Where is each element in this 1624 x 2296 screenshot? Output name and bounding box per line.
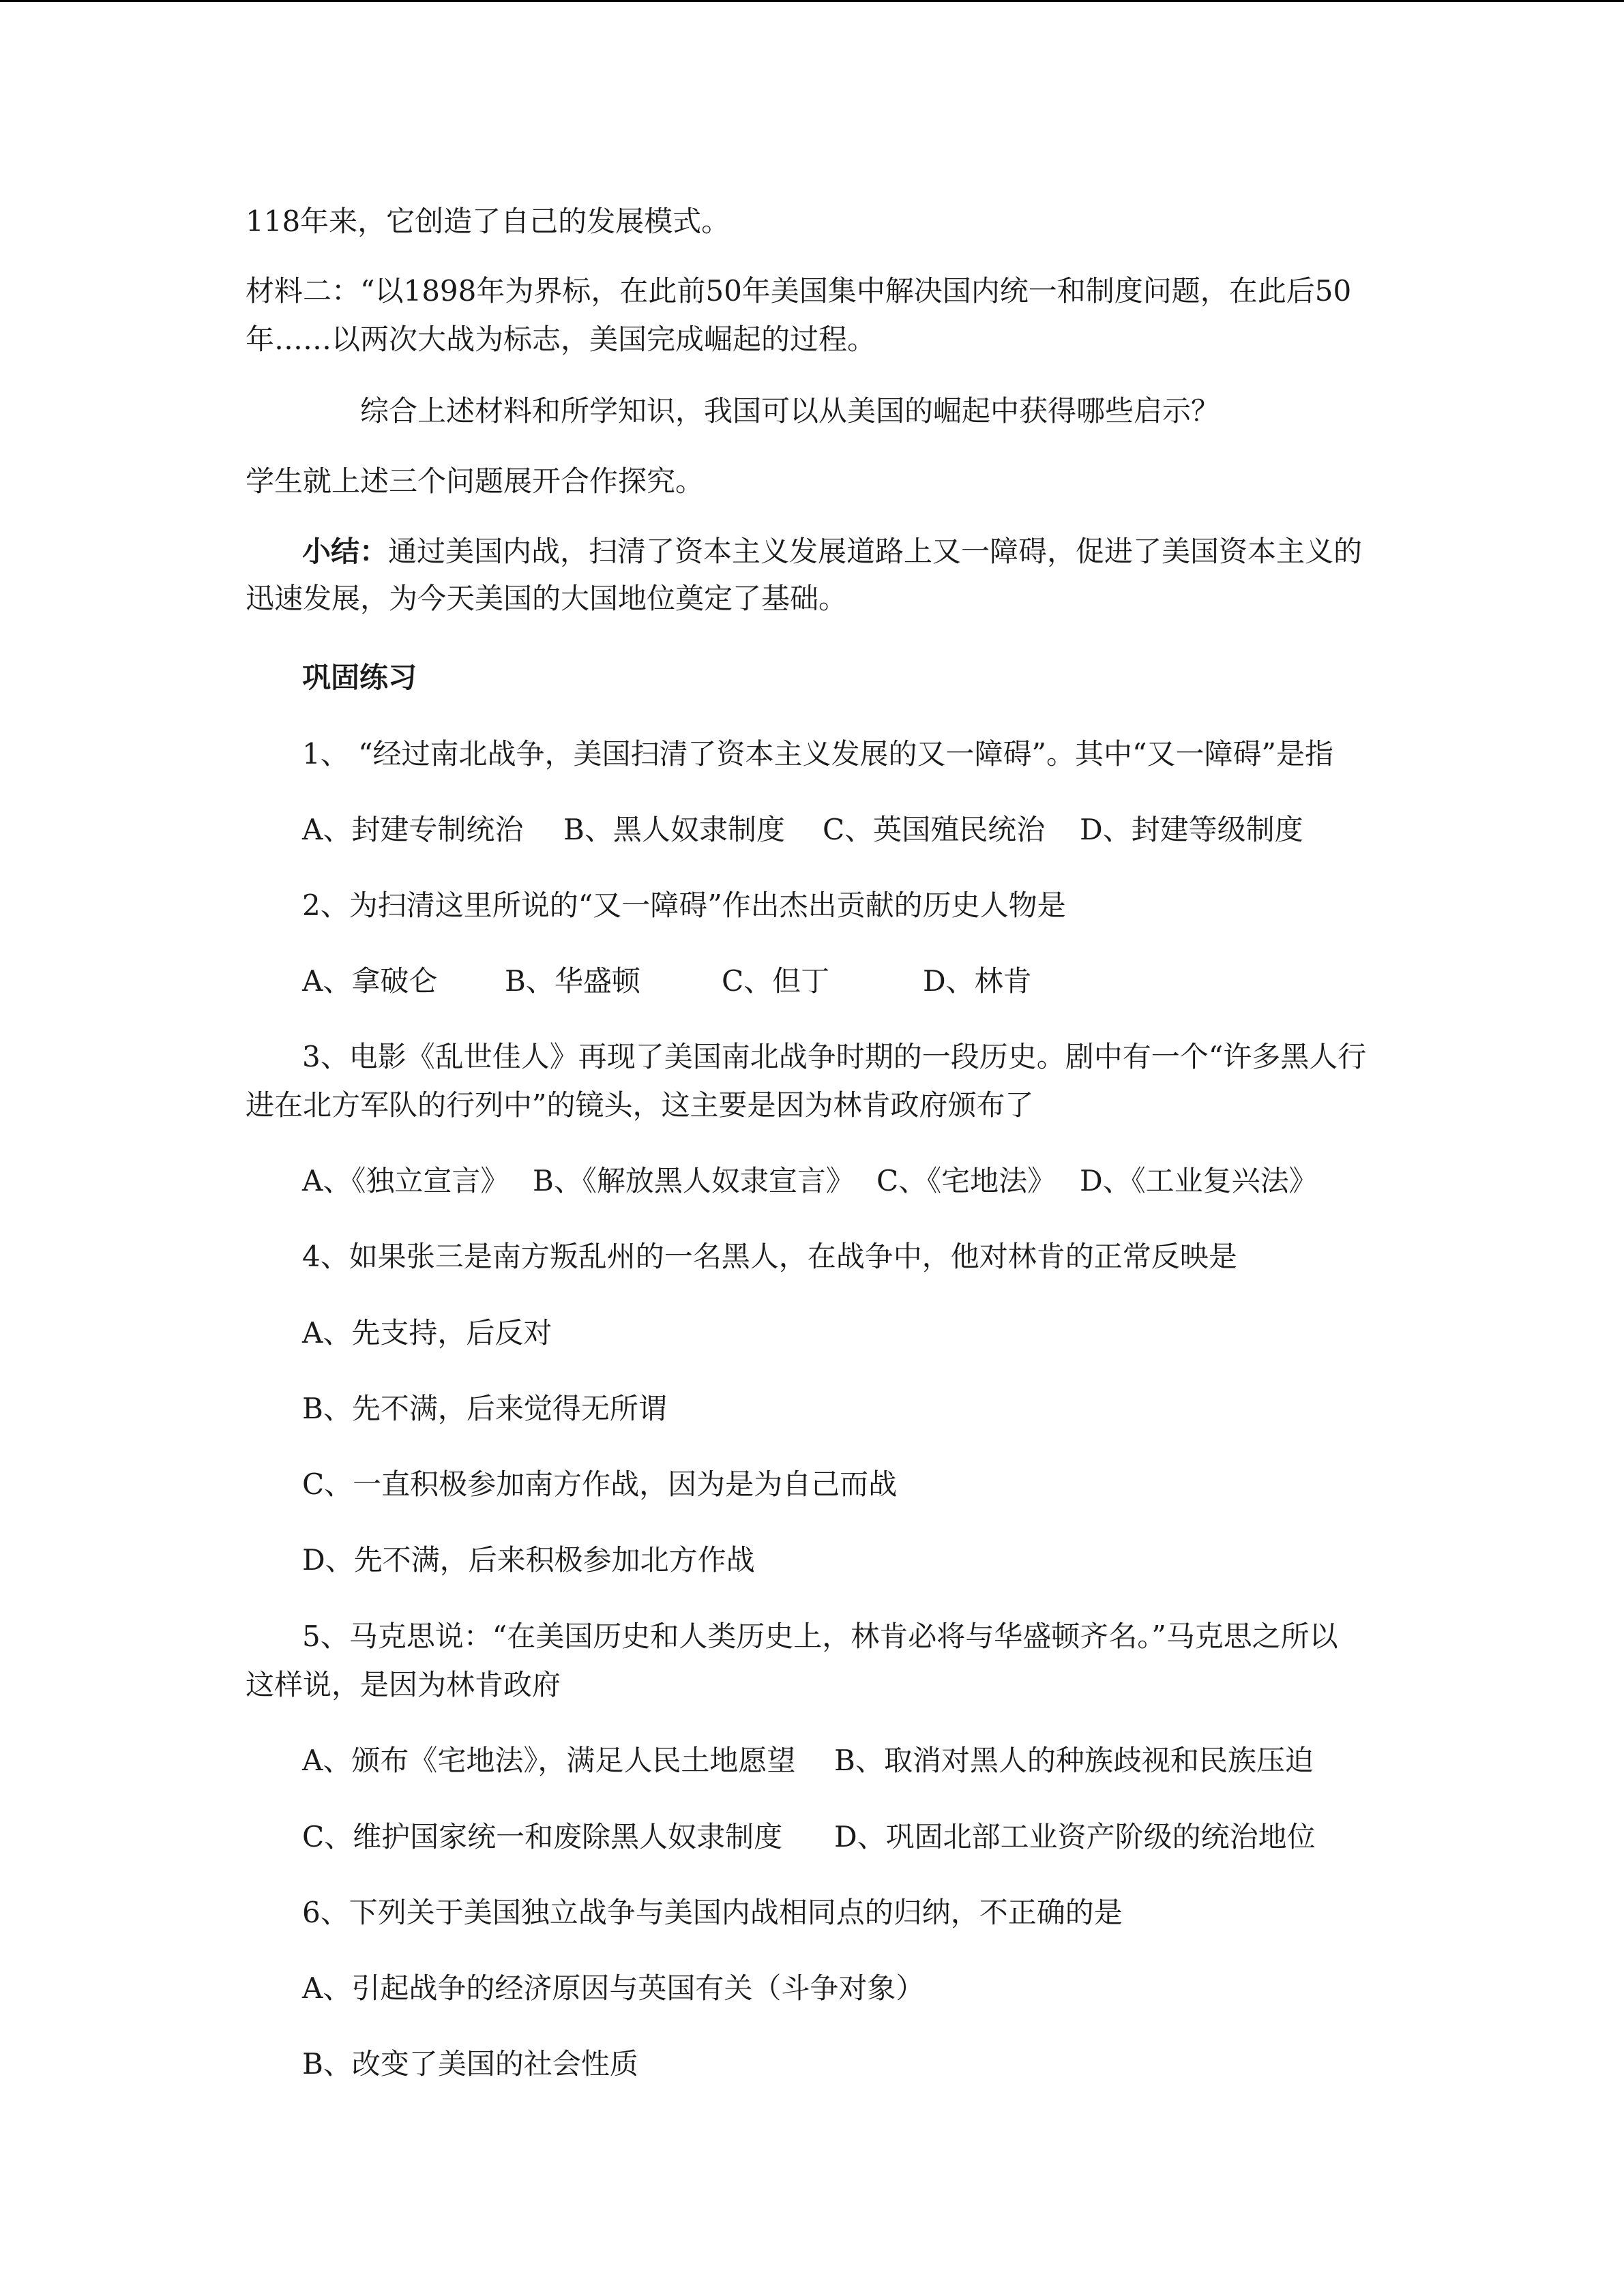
summary-line2: 迅速发展，为今天美国的大国地位奠定了基础。 — [246, 582, 848, 615]
q3-line2: 进在北方军队的行列中”的镜头，这主要是因为林肯政府颁布了 — [246, 1088, 1034, 1122]
q3-option-a: A、《独立宣言》 — [302, 1164, 510, 1197]
q5-option-a: A、颁布《宅地法》，满足人民土地愿望 — [302, 1744, 796, 1777]
q6-option-a: A、引起战争的经济原因与英国有关（斗争对象） — [302, 1971, 925, 2005]
q3-option-c: C、《宅地法》 — [876, 1164, 1057, 1197]
q2-option-c: C、但丁 — [722, 964, 830, 998]
q3-option-d: D、《工业复兴法》 — [1080, 1164, 1318, 1197]
q5-line1: 5、马克思说：“在美国历史和人类历史上，林肯必将与华盛顿齐名。”马克思之所以 — [302, 1620, 1338, 1653]
q5-option-d: D、巩固北部工业资产阶级的统治地位 — [834, 1820, 1316, 1853]
q5-option-b: B、取消对黑人的种族歧视和民族压迫 — [834, 1744, 1314, 1777]
q1-option-c: C、英国殖民统治 — [823, 813, 1046, 846]
q1-option-a: A、封建专制统治 — [302, 813, 524, 846]
summary-text: 通过美国内战，扫清了资本主义发展道路上又一障碍，促进了美国资本主义的 — [388, 535, 1363, 568]
q4-option-a: A、先支持，后反对 — [302, 1316, 552, 1350]
q4-option-c: C、一直积极参加南方作战，因为是为自己而战 — [302, 1467, 898, 1501]
summary-label: 小结： — [302, 535, 389, 568]
material-two-line1: 材料二：“以1898年为界标，在此前50年美国集中解决国内统一和制度问题，在此后50 — [246, 274, 1352, 308]
summary-line1 — [302, 533, 1434, 571]
student-activity: 学生就上述三个问题展开合作探究。 — [246, 464, 705, 498]
q2-option-a: A、拿破仑 — [302, 964, 438, 998]
q6-option-b: B、改变了美国的社会性质 — [302, 2047, 638, 2081]
exercise-heading: 巩固练习 — [302, 661, 417, 694]
q2-option-b: B、华盛顿 — [505, 964, 640, 998]
q2-option-d: D、林肯 — [923, 964, 1032, 998]
page-top-border — [0, 0, 1624, 2]
material-tail: 118年来，它创造了自己的发展模式。 — [246, 205, 730, 238]
material-two-line2: 年……以两次大战为标志，美国完成崛起的过程。 — [246, 323, 876, 356]
q1-text: 1、 “经过南北战争，美国扫清了资本主义发展的又一障碍”。其中“又一障碍”是指 — [302, 737, 1333, 771]
q1-option-b: B、黑人奴隶制度 — [563, 813, 785, 846]
q4-option-d: D、先不满，后来积极参加北方作战 — [302, 1543, 755, 1577]
q4-text: 4、如果张三是南方叛乱州的一名黑人，在战争中，他对林肯的正常反映是 — [302, 1240, 1237, 1273]
q5-option-c: C、维护国家统一和废除黑人奴隶制度 — [302, 1820, 783, 1853]
q5-line2: 这样说，是因为林肯政府 — [246, 1668, 561, 1701]
question-prompt: 综合上述材料和所学知识，我国可以从美国的崛起中获得哪些启示？ — [360, 394, 1220, 428]
q1-option-d: D、封建等级制度 — [1080, 813, 1303, 846]
q2-text: 2、为扫清这里所说的“又一障碍”作出杰出贡献的历史人物是 — [302, 889, 1066, 922]
q6-text: 6、下列关于美国独立战争与美国内战相同点的归纳，不正确的是 — [302, 1896, 1123, 1929]
q4-option-b: B、先不满，后来觉得无所谓 — [302, 1392, 667, 1425]
q3-option-b: B、《解放黑人奴隶宣言》 — [533, 1164, 855, 1197]
q3-line1: 3、电影《乱世佳人》再现了美国南北战争时期的一段历史。剧中有一个“许多黑人行 — [302, 1040, 1367, 1073]
